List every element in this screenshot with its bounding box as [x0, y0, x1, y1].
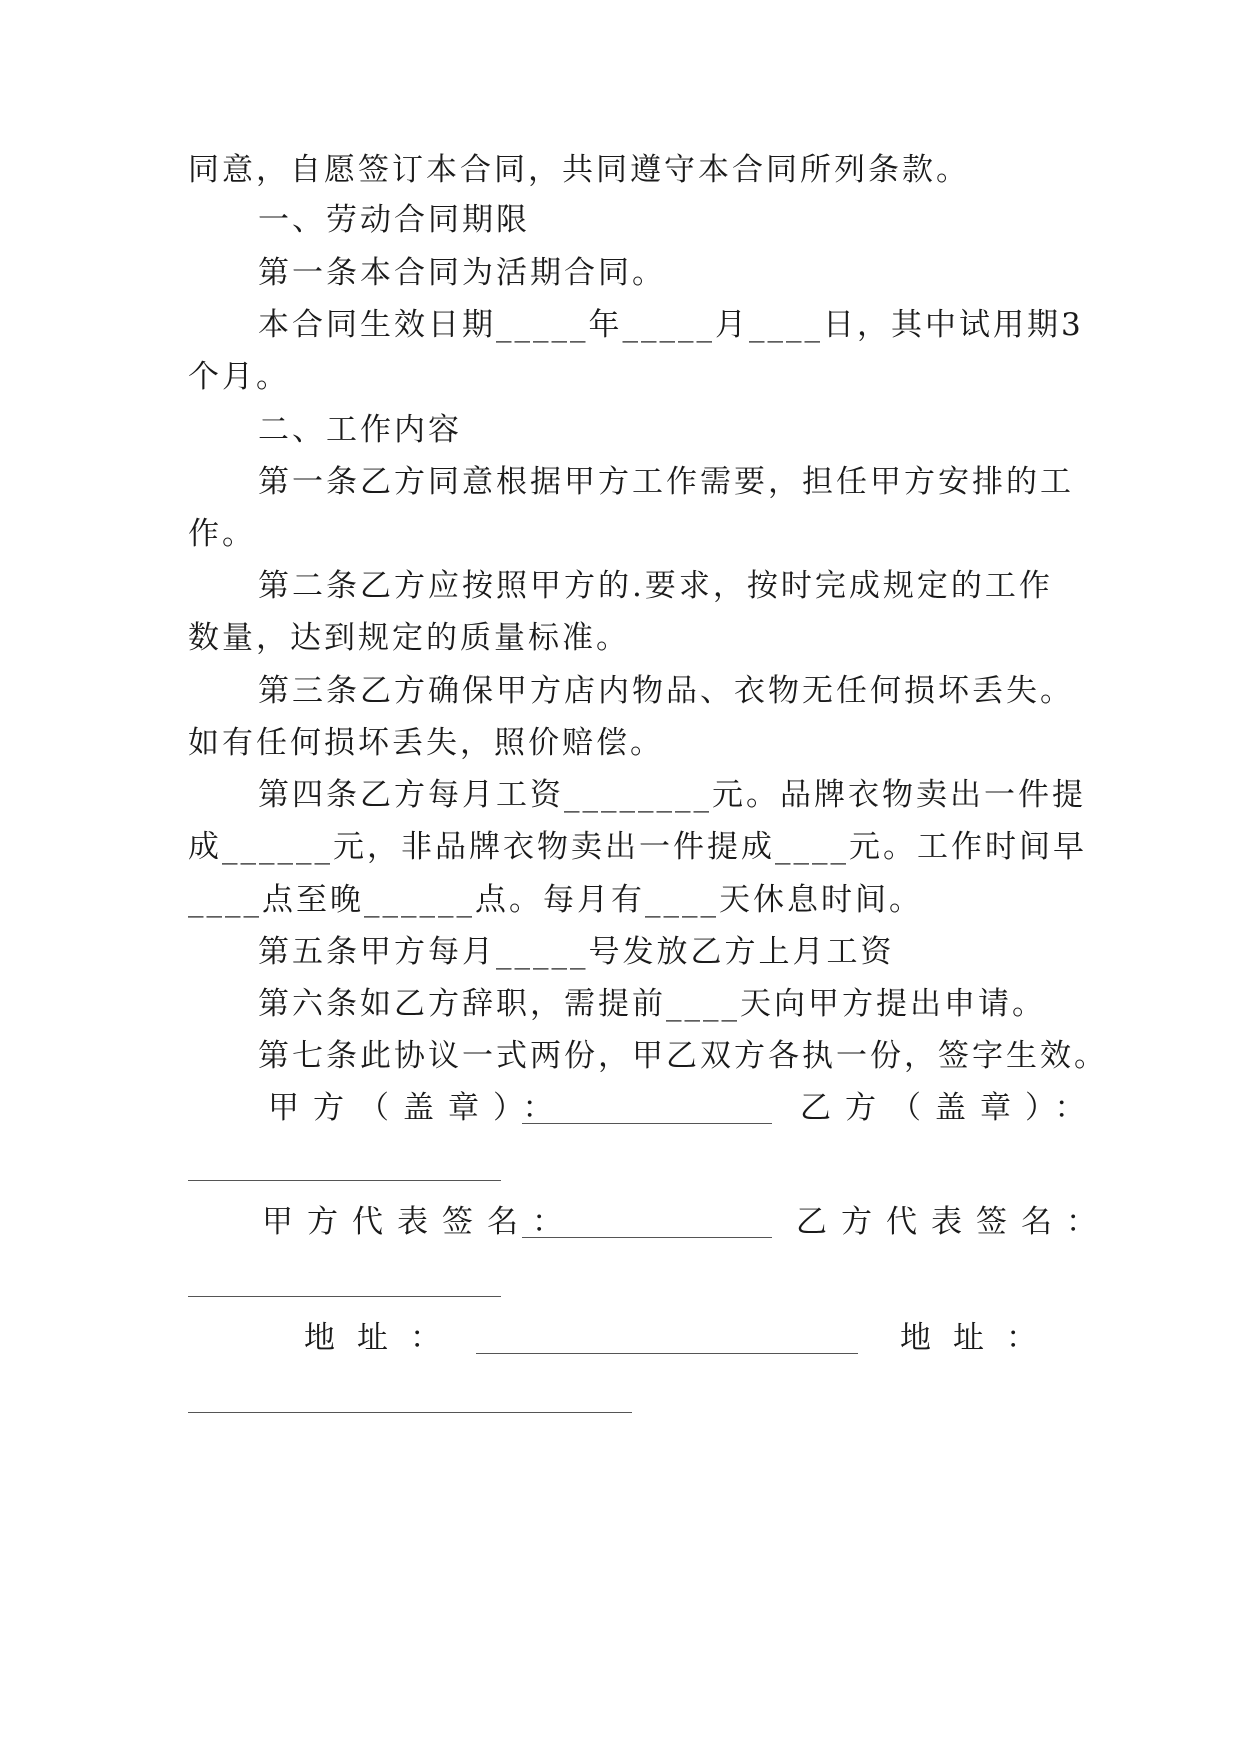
clause-line: 第四条乙方每月工资________元。品牌衣物卖出一件提: [258, 777, 1086, 813]
clause-line: 第二条乙方应按照甲方的.要求，按时完成规定的工作: [258, 568, 1053, 604]
party-b-seal-label: 乙方（盖章）：: [800, 1090, 1100, 1126]
party-a-seal-field[interactable]: [522, 1123, 772, 1124]
party-a-seal-label: 甲方（盖章）：: [268, 1090, 568, 1126]
party-b-seal-field[interactable]: [188, 1180, 501, 1181]
address-a-field[interactable]: [476, 1353, 858, 1354]
section-heading: 一、劳动合同期限: [258, 202, 530, 238]
body-line: 作。: [188, 516, 256, 552]
clause-line: 第六条如乙方辞职，需提前____天向甲方提出申请。: [258, 986, 1046, 1022]
clause-line: 本合同生效日期_____年_____月____日，其中试用期3: [258, 307, 1084, 343]
party-a-rep-field[interactable]: [522, 1237, 772, 1238]
section-heading: 二、工作内容: [258, 412, 462, 448]
address-b-field[interactable]: [188, 1412, 632, 1413]
body-line: 数量，达到规定的质量标准。: [188, 620, 630, 656]
clause-line: 第七条此协议一式两份，甲乙双方各执一份，签字生效。: [258, 1038, 1108, 1074]
body-line: 如有任何损坏丢失，照价赔偿。: [188, 725, 664, 761]
body-line: 同意，自愿签订本合同，共同遵守本合同所列条款。: [188, 152, 970, 188]
party-b-rep-field[interactable]: [188, 1296, 501, 1297]
party-a-rep-label: 甲方代表签名：: [262, 1204, 577, 1240]
clause-line: 第一条乙方同意根据甲方工作需要，担任甲方安排的工: [258, 464, 1074, 500]
body-line: ____点至晚______点。每月有____天休息时间。: [188, 882, 923, 918]
clause-line: 第五条甲方每月_____号发放乙方上月工资: [258, 934, 895, 970]
clause-line: 第一条本合同为活期合同。: [258, 255, 666, 291]
clause-line: 第三条乙方确保甲方店内物品、衣物无任何损坏丢失。: [258, 673, 1074, 709]
party-b-rep-label: 乙方代表签名：: [796, 1204, 1111, 1240]
body-line: 成______元，非品牌衣物卖出一件提成____元。工作时间早: [188, 829, 1087, 865]
address-b-label: 地址：: [900, 1320, 1059, 1356]
address-a-label: 地址：: [304, 1320, 463, 1356]
body-line: 个月。: [188, 359, 290, 395]
